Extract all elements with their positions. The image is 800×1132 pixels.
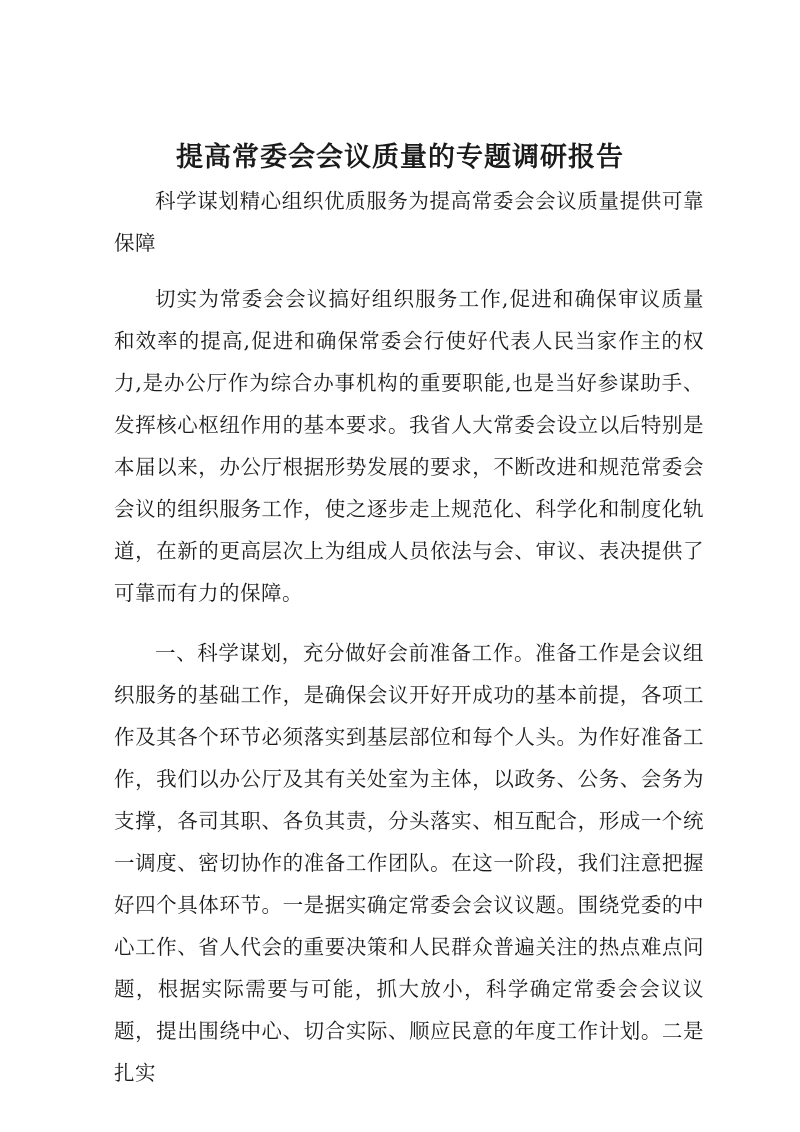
paragraph-section-one: 一、科学谋划，充分做好会前准备工作。准备工作是会议组织服务的基础工作，是确保会议开好开成功的基本前提，各项工作及其各个环节必须落实到基层部位和每个人头。为作好准备工作，我们以办公厅及其有关处室为主体，以政务、公务、会务为支撑，各司其职、各负其责，分头落实、相互配合，形成一个统一调度、密切协作的准备工作团队。在这一阶段，我们注意把握好四个具体环节。一是据实确定常委会会议议题。围绕党委的中心工作、省人代会的重要决策和人民群众普遍关注的热点难点问题，根据实际需要与可能，抓大放小，科学确定常委会会议议题，提出围绕中心、切合实际、顺应民意的年度工作计划。二是扎实	[114, 641, 704, 1085]
document-body	[114, 180, 704, 1112]
document-subtitle: 科学谋划精心组织优质服务为提高常委会会议质量提供可靠保障	[114, 189, 704, 255]
paragraph-intro: 切实为常委会会议搞好组织服务工作,促进和确保审议质量和效率的提高,促进和确保常委会行使好代表人民当家作主的权力,是办公厅作为综合办事机构的重要职能,也是当好参谋助手、发挥核心枢纽作用的基本要求。我省人大常委会设立以后特别是本届以来，办公厅根据形势发展的要求，不断改进和规范常委会会议的组织服务工作，使之逐步走上规范化、科学化和制度化轨道，在新的更高层次上为组成人员依法与会、审议、表决提供了可靠而有力的保障。	[114, 287, 704, 605]
document-title: 提高常委会会议质量的专题调研报告	[176, 142, 624, 173]
